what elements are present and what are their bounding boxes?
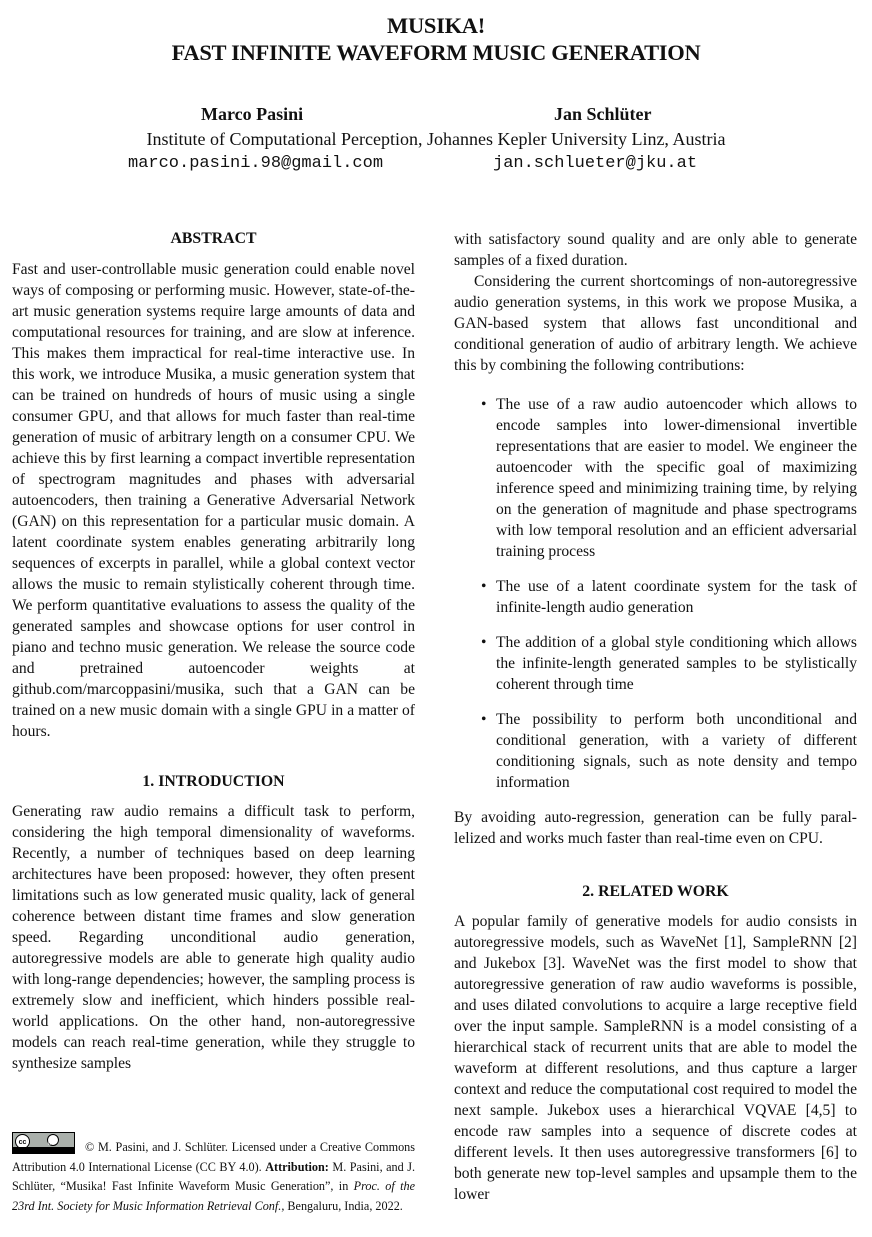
venue-location: Bengaluru, India, 2022. (287, 1198, 403, 1213)
introduction-heading: 1. INTRODUCTION (142, 773, 285, 790)
contributions-list (454, 394, 857, 793)
contribution-item: • The use of a raw audio autoencoder which allows to encode samples into lower-dimensional invertible representations that are easier to model. We engineer the autoencoder with the specific goal of maximizing inference speed and minimizing training time, by relying on the generation of magnitude and phase spectrograms with low temporal resolution and an efficient adversarial training process (481, 396, 857, 560)
bullet-icon: • (481, 578, 487, 595)
related-work-paragraph: A popular family of generative models for audio consists in autoregressive models, such as WaveNet [1], SampleRNN [2] and Jukebox [3]. WaveNet was the first model to show that autoregressive generation of raw audio waveforms is possible, and uses dilated convolutions to acquire a large receptive field over the input sample. SampleRNN is a model consisting of a hierarchical stack of recurrent units that are able to model the waveform at different resolutions, and thus capture a larger context and reduce the computational cost required to model the next sample. Jukebox uses a hierarchical VQVAE [4,5] to encode raw samples into a sequence of discrete codes at different levels. It then uses autoregressive transformers [6] to both generate new top-level samples and upsample them to the lower (454, 913, 857, 1203)
venue: Proc. of the 23rd Int. Society for Music Information Retrieval Conf., (12, 1179, 416, 1213)
contribution-item: • The use of a latent coordinate system for the task of infinite-length audio generation (481, 578, 857, 616)
bullet-icon: • (481, 711, 487, 728)
author-name: Jan Schlüter (554, 104, 652, 124)
related-work-heading: 2. RELATED WORK (582, 883, 729, 900)
abstract-text: Fast and user-controllable music generation could enable novel ways of composing or performing music. However, state-of-the-art music generation systems require large amounts of data and computational resources for training, and are slow at inference. This makes them impractical for real-time interactive use. In this work, we introduce Musika, a music generation system that can be trained on hundreds of hours of music using a single consumer GPU, and that allows for much faster than real-time generation of music of arbitrary length on a consumer CPU. We achieve this by first learning a compact invertible representation of spectrogram magnitudes and phases with adversarial autoencoders, then training a Generative Adversarial Network (GAN) on this representation for a particular music domain. A latent coordinate system enables generating arbitrarily long sequences of excerpts in parallel, while a global context vector allows the music to remain stylistically coherent through time. We perform quantitative evaluations to assess the quality of the generated samples and showcase options for user control in piano and techno music generation. We release the source code and pretrained autoencoder weights at github.com/marcoppasini/musika, such that a GAN can be trained on a new music domain with a single GPU in a matter of hours. (12, 261, 415, 740)
bullet-icon: • (481, 396, 487, 413)
title-line-2: FAST INFINITE WAVEFORM MUSIC GENERATION (171, 40, 701, 65)
cc-by-license-icon (12, 1132, 75, 1154)
introduction-paragraph: By avoiding auto-regression, generation can be fully parallelized and works much faster than real-time even on CPU. (454, 809, 857, 847)
introduction-paragraph: Considering the current shortcomings of non-autoregressive audio generation systems, in this work we propose Musika, a GAN-based system that allows fast unconditional and conditional generation of audio of arbitrary length. We achieve this by combining the following contributions: (454, 273, 857, 374)
by-label: BY (48, 1140, 55, 1147)
left-column (12, 228, 415, 1074)
title-line-1: MUSIKA! (387, 13, 485, 38)
attribution-text: M. Pasini, and J. Schlüter, “Musika! Fast Infinite Waveform Music Generation”, in (12, 1159, 416, 1193)
abstract-heading: ABSTRACT (170, 230, 257, 247)
contribution-item: • The possibility to perform both unconditional and conditional generation, with a variety of different conditioning signals, such as note density and tempo information (481, 711, 857, 791)
introduction-paragraph: Generating raw audio remains a difficult task to perform, considering the high temporal dimensionality of waveforms. Recently, a number of techniques based on deep learning architectures have been proposed: however, they often present limitations such as low generated music quality, lack of general coherence between distant time frames and slow generation speed. Regarding unconditional audio generation, autoregressive models are able to generate high quality audio with long-range dependencies; however, the sampling process is extremely slow and inefficient, which hinders possible real-world applications. On the other hand, non-autoregressive models can reach real-time generation, while they struggle to synthesize samples (12, 803, 415, 1072)
paper-title (0, 12, 872, 66)
affiliation: Institute of Computational Perception, Johannes Kepler University Linz, Austria (146, 129, 726, 149)
cc-icon: cc (15, 1134, 30, 1149)
license-footnote (12, 1132, 415, 1216)
right-column (454, 229, 857, 1205)
license-text: © M. Pasini, and J. Schlüter. Licensed under a Creative Commons Attribution 4.0 International License (CC BY 4.0). (12, 1140, 415, 1174)
introduction-paragraph-continued: with satisfactory sound quality and are only able to generate samples of a fixed duration. (454, 231, 857, 269)
author-name: Marco Pasini (201, 104, 304, 124)
author-email: marco.pasini.98@gmail.com (128, 154, 384, 173)
contribution-item: • The addition of a global style conditioning which allows the infinite-length generated samples to be stylistically coherent through time (481, 634, 857, 693)
attribution-label: Attribution: (265, 1159, 329, 1174)
author-email: jan.schlueter@jku.at (493, 154, 698, 173)
bullet-icon: • (481, 634, 487, 651)
